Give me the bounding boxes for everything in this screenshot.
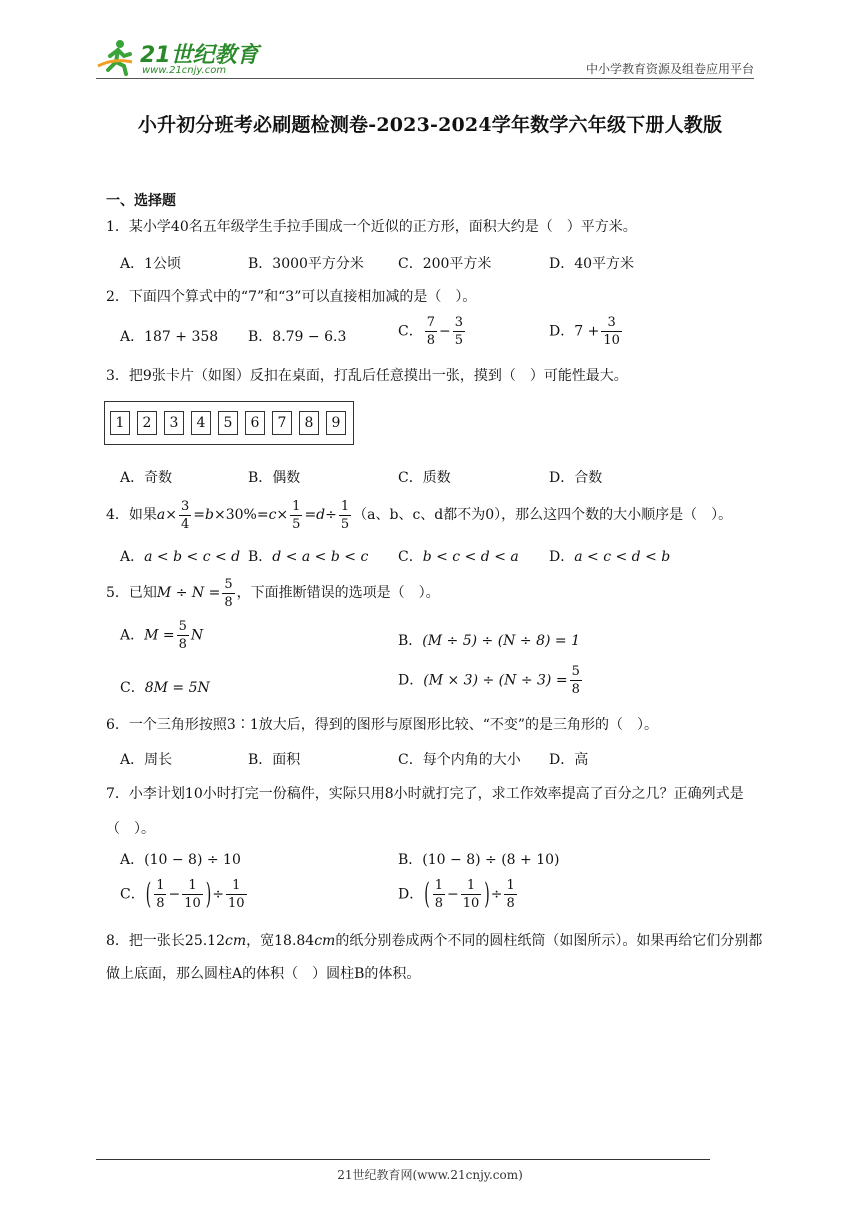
fraction: $\frac{3}{10}$ [603,315,620,348]
question-6-stem: 6．一个三角形按照3∶1放大后，得到的图形与原图形比较、“不变”的是三角形的（ ）。 [106,717,659,733]
integer-part: 7 + [574,323,600,340]
header-divider [96,78,754,79]
fraction: $\frac{1}{5}$ [292,498,301,532]
q1-option-b[interactable]: B．3000平方分米 [248,256,364,272]
question-2-stem: 2．下面四个算式中的“7”和“3”可以直接相加减的是（ ）。 [106,289,477,305]
q2-option-c[interactable] [398,316,467,347]
q6-option-d[interactable]: D．高 [549,752,589,768]
site-logo [96,36,266,80]
fraction: $\frac{1}{5}$ [340,498,350,532]
card: 7 [272,411,292,435]
q1-option-a[interactable]: A．1公顷 [120,256,182,272]
q3-option-a[interactable]: A．奇数 [120,470,173,486]
fraction: $\frac{5}{8}$ [178,619,187,652]
q6-option-c[interactable]: C．每个内角的大小 [398,752,521,768]
card: 9 [326,411,346,435]
fraction: $\frac{1}{8}$ [506,878,515,911]
runner-icon [96,36,136,76]
logo-sub-text: www.21cnjy.com [142,65,227,76]
q4-option-a[interactable]: A．a < b < c < d [120,549,241,565]
question-3-stem: 3．把9张卡片（如图）反扣在桌面，打乱后任意摸出一张，摸到（ ）可能性最大。 [106,368,628,384]
card: 6 [245,411,265,435]
question-5-stem: 5．已知M ÷ N = $\frac{5}{8}$ ，下面推断错误的选项是（ ）。 [106,576,440,610]
q7-option-c[interactable]: C．( $\frac{1}{8}$ − $\frac{1}{10}$ )÷ $\frac{1}{10}$ [120,877,245,912]
card: 1 [110,411,130,435]
footer-text: 21世纪教育网(www.21cnjy.com) [337,1168,523,1182]
q4-option-b[interactable]: B．d < a < b < c [248,549,369,565]
fraction: $\frac{1}{8}$ [156,878,165,911]
section-heading: 一、选择题 [106,193,176,209]
q7-option-d[interactable]: D．( $\frac{1}{8}$ − $\frac{1}{10}$ )÷ $\frac{1}{8}$ [398,877,515,912]
fraction: $\frac{1}{8}$ [434,878,443,911]
q5-option-d[interactable]: D．(M × 3) ÷ (N ÷ 3) = $\frac{5}{8}$ [398,664,580,697]
page-title: 小升初分班考必刷题检测卷-2023-2024学年数学六年级下册人教版 [137,114,723,136]
card: 5 [218,411,238,435]
option-label: C． [398,323,423,340]
card: 3 [164,411,184,435]
card: 2 [137,411,157,435]
card-strip [104,401,354,445]
question-8-stem: 8．把一张长25.12cm，宽18.84cm的纸分别卷成两个不同的圆柱纸筒（如图所示）。如果再给它们分别都做上底面，那么圆柱A的体积（ ）圆柱B的体积。 [106,933,763,982]
q1-option-d[interactable]: D．40平方米 [549,256,635,272]
fraction: $\frac{1}{10}$ [184,878,201,911]
fraction: $\frac{1}{10}$ [462,878,480,911]
card: 4 [191,411,211,435]
fraction: $\frac{5}{8}$ [224,576,233,610]
q4-option-c[interactable]: C．b < c < d < a [398,549,519,565]
q5-option-a[interactable]: A．M = $\frac{5}{8}$ N [120,619,204,652]
q7-option-a[interactable]: A．(10 − 8) ÷ 10 [120,852,241,868]
q6-option-b[interactable]: B．面积 [248,752,301,768]
q5-option-b[interactable]: B．(M ÷ 5) ÷ (N ÷ 8) = 1 [398,633,580,649]
fraction: $\frac{7}{8}$ [426,315,435,348]
q5-option-c[interactable]: C．8M = 5N [120,680,210,696]
question-4-stem: 4．如果a× $\frac{3}{4}$ =b×30%=c× $\frac{1}{5}$ =d÷ $\frac{1}{5}$ （a、b、c、d都不为0），那么这四个数的大小顺序是（ ）。 [106,498,733,532]
option-label: D． [549,323,575,340]
fraction: $\frac{5}{8}$ [571,664,580,697]
fraction: $\frac{3}{5}$ [454,315,464,348]
question-1-stem: 1．某小学40名五年级学生手拉手围成一个近似的正方形，面积大约是（ ）平方米。 [106,219,637,235]
q6-option-a[interactable]: A．周长 [120,752,173,768]
fraction: $\frac{1}{10}$ [227,878,245,911]
q2-option-a[interactable]: A．187 + 358 [120,329,219,345]
fraction: $\frac{3}{4}$ [181,498,190,532]
q3-option-b[interactable]: B．偶数 [248,470,301,486]
footer-divider [96,1159,710,1160]
q7-option-b[interactable]: B．(10 − 8) ÷ (8 + 10) [398,852,560,868]
question-7-stem: 7．小李计划10小时打完一份稿件，实际只用8小时就打完了，求工作效率提高了百分之几？正确列式是（ ）。 [106,786,744,837]
q1-option-c[interactable]: C．200平方米 [398,256,492,272]
q2-option-b[interactable]: B．8.79 − 6.3 [248,329,347,345]
logo-main-text: 21世纪教育 [140,43,259,68]
operator: − [439,323,451,340]
q2-option-d[interactable] [549,316,624,347]
card: 8 [299,411,319,435]
q3-option-c[interactable]: C．质数 [398,470,451,486]
q4-option-d[interactable]: D．a < c < d < b [549,549,671,565]
q3-option-d[interactable]: D．合数 [549,470,603,486]
platform-name: 中小学教育资源及组卷应用平台 [585,62,754,76]
